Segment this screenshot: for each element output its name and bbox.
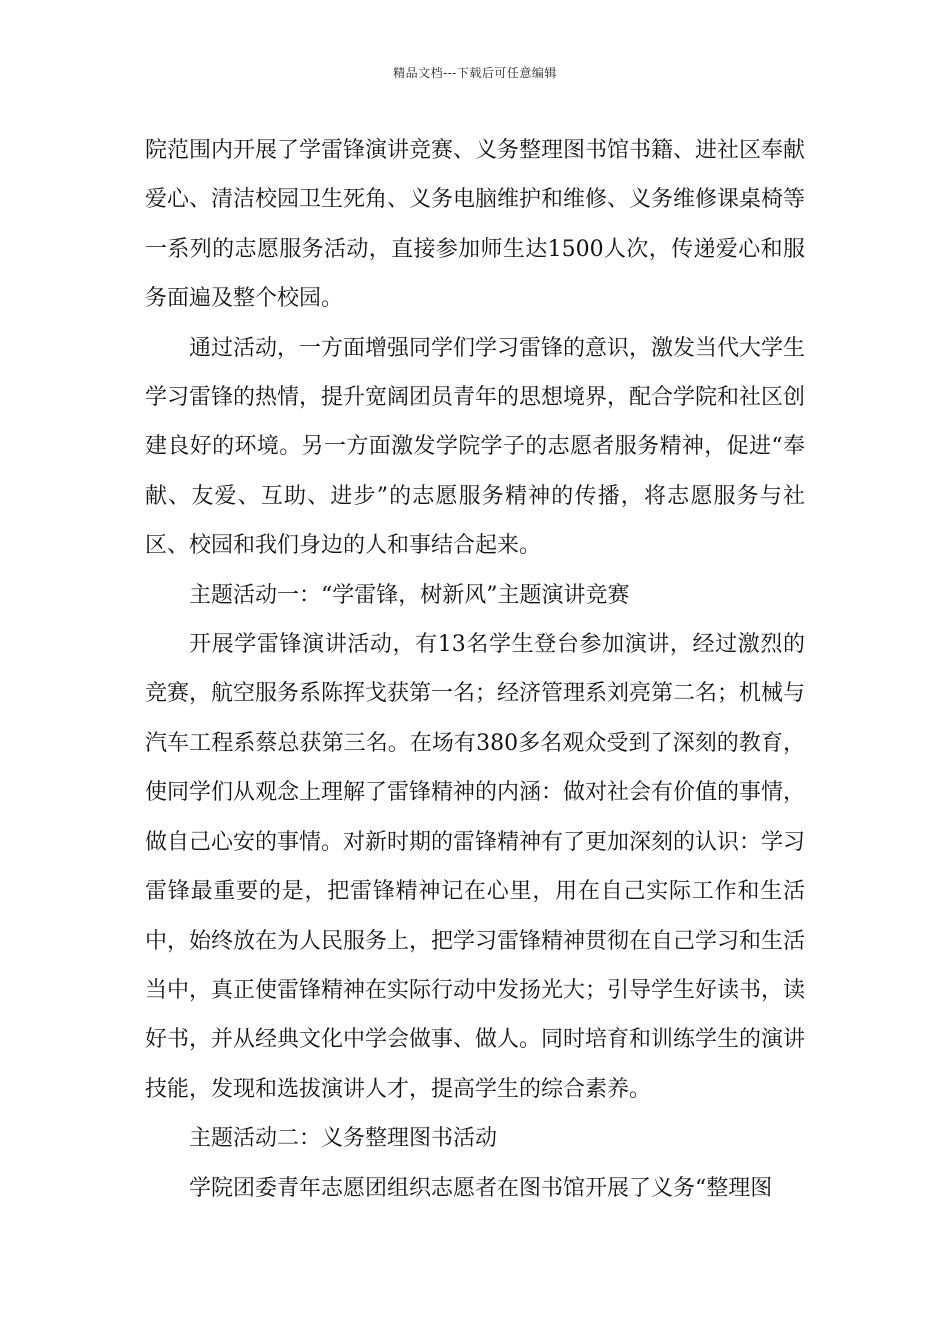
paragraph-library-volunteering: 学院团委青年志愿团组织志愿者在图书馆开展了义务“整理图 — [189, 1175, 773, 1201]
paragraph-continued-activities: 院范围内开展了学雷锋演讲竞赛、义务整理图书馆书籍、进社区奉献爱心、清洁校园卫生死角、义务电脑维护和维修、义务维修课桌椅等一系列的志愿服务活动，直接参加师生达1500人次，传递爱心和服务面遍及整个校园。 — [145, 138, 806, 312]
section-heading-activity-two: 主题活动二：义务整理图书活动 — [189, 1126, 498, 1152]
paragraph-speech-contest: 开展学雷锋演讲活动，有13名学生登台参加演讲，经过激烈的竞赛，航空服务系陈挥戈获第一名；经济管理系刘亮第二名；机械与汽车工程系蔡总获第三名。在场有380多名观众受到了深刻的教育，使同学们从观念上理解了雷锋精神的内涵：做对社会有价值的事情，做自己心安的事情。对新时期的雷锋精神有了更加深刻的认识：学习雷锋最重要的是，把雷锋精神记在心里，用在自己实际工作和生活中，始终放在为人民服务上，把学习雷锋精神贯彻在自己学习和生活当中，真正使雷锋精神在实际行动中发扬光大；引导学生好读书，读好书，并从经典文化中学会做事、做人。同时培育和训练学生的演讲技能，发现和选拔演讲人才，提高学生的综合素养。 — [145, 632, 806, 1102]
page-header: 精品文档---下载后可任意编辑 — [393, 66, 557, 80]
document-body — [145, 126, 805, 1213]
section-heading-activity-one: 主题活动一：“学雷锋，树新风”主题演讲竞赛 — [189, 582, 630, 608]
paragraph-activity-significance: 通过活动，一方面增强同学们学习雷锋的意识，激发当代大学生学习雷锋的热情，提升宽阔团员青年的思想境界，配合学院和社区创建良好的环境。另一方面激发学院学子的志愿者服务精神，促进“奉献、友爱、互助、进步”的志愿服务精神的传播，将志愿服务与社区、校园和我们身边的人和事结合起来。 — [145, 335, 806, 559]
